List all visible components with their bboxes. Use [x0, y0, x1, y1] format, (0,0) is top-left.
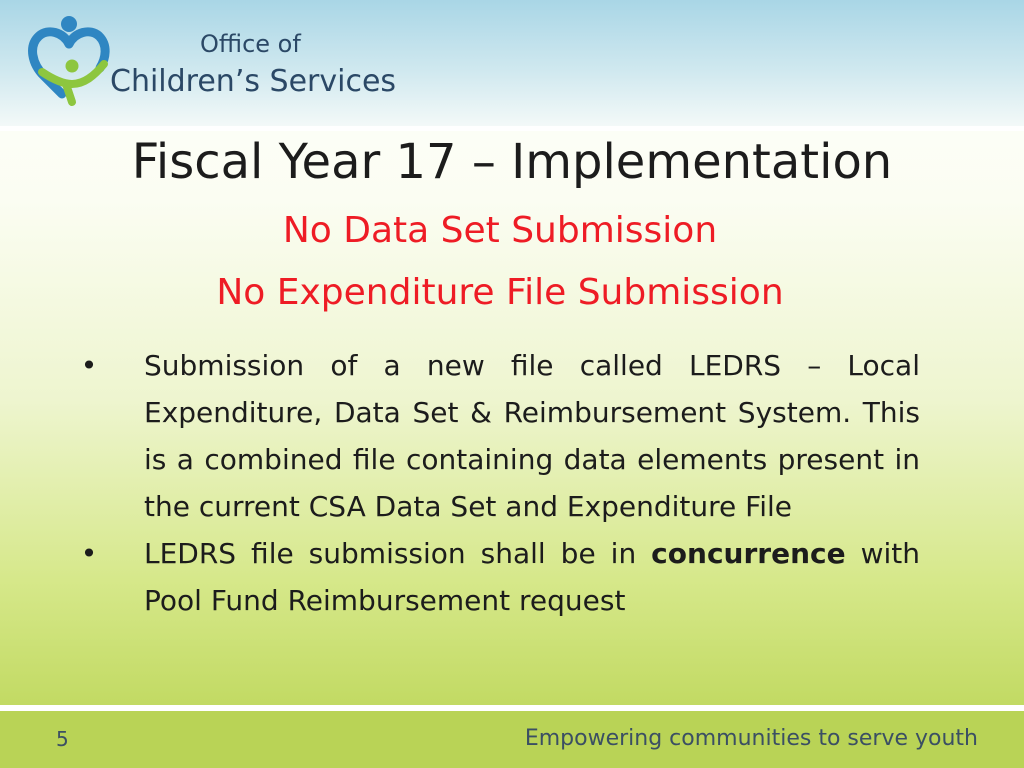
bullet-text: Submission of a new file called LEDRS – Local Expenditure, Data Set & Reimbursement System. This is a combined file containing data elements present in the current CSA Data Set and Expenditure File: [144, 349, 920, 523]
org-name-line1: Office of: [200, 30, 301, 58]
subtitle-no-data-set: No Data Set Submission: [282, 210, 718, 251]
bullet-dot-icon: •: [80, 349, 98, 382]
header-divider: [0, 126, 1024, 131]
list-item: [74, 530, 920, 624]
bullet-dot-icon: •: [80, 537, 98, 570]
footer-tagline: Empowering communities to serve youth: [524, 726, 978, 751]
bullet-text-end: with Pool Fund Reimbursement request: [144, 537, 920, 617]
slide-title: Fiscal Year 17 – Implementation: [131, 134, 893, 190]
org-name-line2: Children’s Services: [110, 64, 397, 99]
bullet-text-start: LEDRS file submission shall be in: [144, 537, 652, 570]
bullet-list: [74, 342, 920, 624]
bullet-text-emphasis: concurrence: [651, 537, 846, 570]
page-number: 5: [56, 727, 69, 751]
header-band: [0, 0, 1024, 126]
list-item: [74, 342, 920, 530]
subtitle-no-expenditure-file: No Expenditure File Submission: [216, 272, 784, 313]
heart-family-logo-icon: [28, 14, 110, 110]
